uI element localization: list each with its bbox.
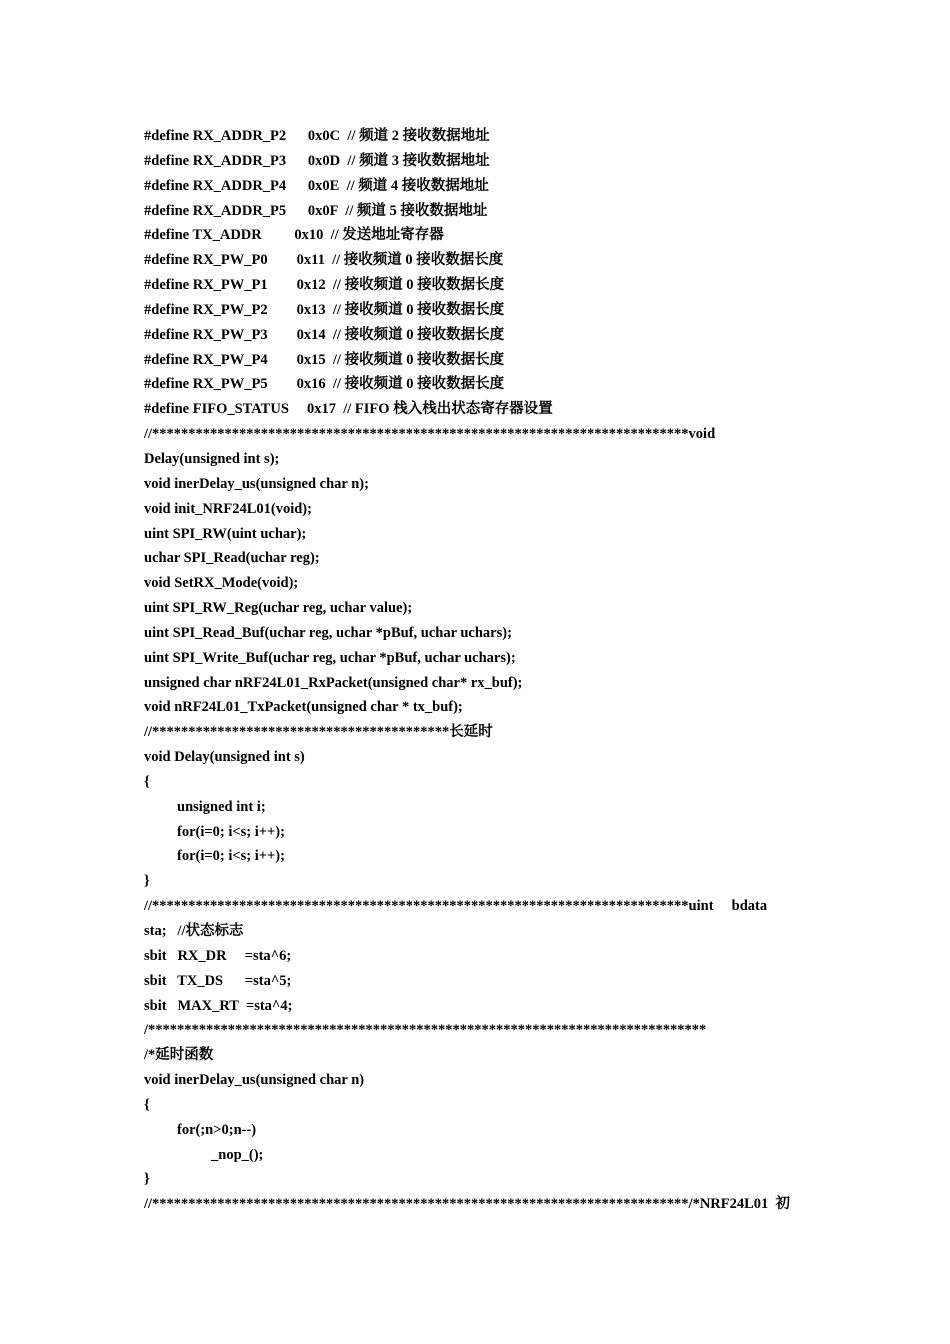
code-line: /*延时函数 [144,1047,214,1064]
code-line: #define RX_ADDR_P4 0x0E // 频道 4 接收数据地址 [144,177,489,194]
code-line: uint SPI_Read_Buf(uchar reg, uchar *pBuf, uchar uchars); [144,624,512,641]
code-line: uchar SPI_Read(uchar reg); [144,550,320,567]
code-line: unsigned char nRF24L01_RxPacket(unsigned char* rx_buf); [144,674,523,691]
code-line: //*****************************************长延时 [144,724,493,741]
code-line: sbit MAX_RT =sta^4; [144,997,293,1014]
code-line: #define RX_PW_P4 0x15 // 接收频道 0 接收数据长度 [144,351,505,368]
code-line: //**************************************************************************uint bdata [144,898,768,915]
code-line: } [144,1171,150,1188]
code-line: #define RX_PW_P3 0x14 // 接收频道 0 接收数据长度 [144,326,505,343]
code-line: void init_NRF24L01(void); [144,500,312,517]
code-line: void nRF24L01_TxPacket(unsigned char * tx_buf); [144,699,463,716]
code-line: #define RX_PW_P2 0x13 // 接收频道 0 接收数据长度 [144,301,505,318]
code-line: //**************************************************************************/*NRF24L01 初 [144,1196,791,1213]
code-line: unsigned int i; [177,798,266,815]
code-line: //**************************************************************************void [144,426,716,443]
code-line: #define RX_PW_P0 0x11 // 接收频道 0 接收数据长度 [144,252,504,269]
code-line: _nop_(); [211,1146,264,1163]
code-line: #define RX_ADDR_P5 0x0F // 频道 5 接收数据地址 [144,202,488,219]
code-line: #define RX_PW_P1 0x12 // 接收频道 0 接收数据长度 [144,277,505,294]
code-line: { [144,773,150,790]
code-line: #define RX_ADDR_P2 0x0C // 频道 2 接收数据地址 [144,128,490,144]
code-line: for(i=0; i<s; i++); [177,823,285,840]
code-line: /***************************************************************************** [144,1022,707,1039]
code-line: } [144,873,150,890]
code-line: void SetRX_Mode(void); [144,575,299,592]
code-line: sbit RX_DR =sta^6; [144,947,292,964]
code-line: #define FIFO_STATUS 0x17 // FIFO 栈入栈出状态寄存器设置 [144,401,553,418]
code-line: #define RX_PW_P5 0x16 // 接收频道 0 接收数据长度 [144,376,505,393]
code-line: #define TX_ADDR 0x10 // 发送地址寄存器 [144,227,444,244]
code-line: for(i=0; i<s; i++); [177,848,285,865]
code-line: { [144,1096,150,1113]
code-listing [144,124,844,1217]
code-line: uint SPI_RW(uint uchar); [144,525,307,542]
code-line: void Delay(unsigned int s) [144,749,305,766]
code-line: uint SPI_RW_Reg(uchar reg, uchar value); [144,600,413,617]
code-line: Delay(unsigned int s); [144,450,280,467]
code-line: #define RX_ADDR_P3 0x0D // 频道 3 接收数据地址 [144,152,490,169]
code-line: for(;n>0;n--) [177,1121,257,1138]
code-line: sta; //状态标志 [144,923,244,939]
code-line: void inerDelay_us(unsigned char n); [144,475,369,492]
code-line: uint SPI_Write_Buf(uchar reg, uchar *pBuf, uchar uchars); [144,649,516,666]
code-line: void inerDelay_us(unsigned char n) [144,1072,365,1089]
code-line: sbit TX_DS =sta^5; [144,972,292,989]
